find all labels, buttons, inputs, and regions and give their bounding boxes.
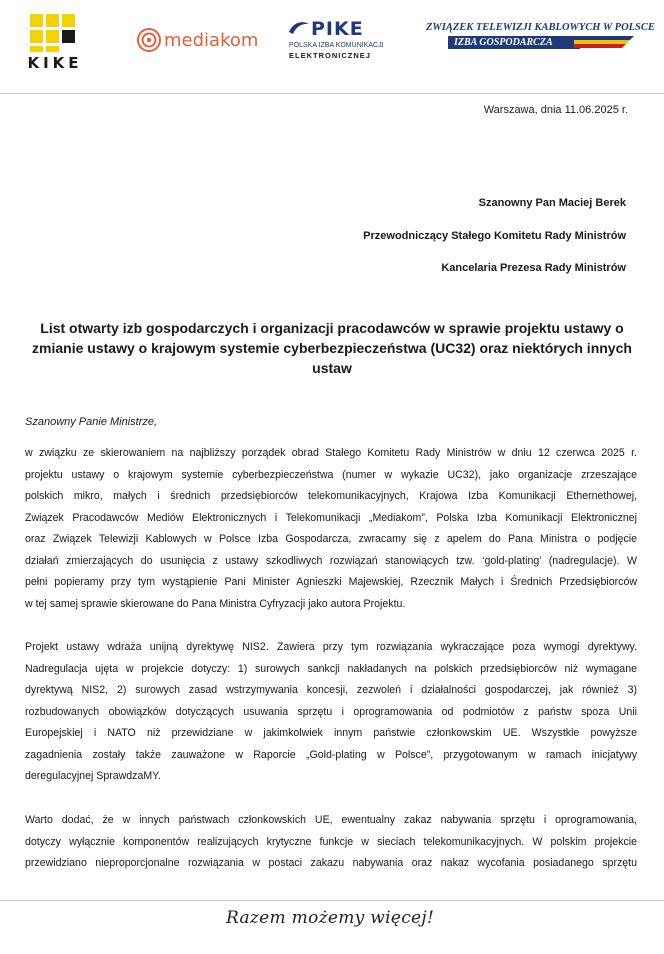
kike-logo-text: KIKE [27, 54, 83, 72]
ztk-flag-stripes-icon [574, 36, 634, 50]
text-line: projektu ustawy o krajowym systemie cyberbezpieczeństwa (numer w wykazie UC32), jako organizacje zrzeszające [25, 468, 637, 481]
text-line: w tej samej sprawie skierowane do Pana Ministra Cyfryzacji jako autora Projektu. [25, 597, 406, 610]
letter-title [30, 318, 634, 378]
ztk-subtitle: IZBA GOSPODARCZA [454, 37, 553, 48]
footer-divider [0, 900, 664, 901]
kike-logo [24, 14, 88, 70]
paragraph-1 [25, 443, 637, 615]
ztk-logo-text: ZWIĄZEK TELEWIZJI KABLOWYCH W POLSCE [426, 22, 655, 33]
kike-mark-icon [24, 14, 86, 54]
text-line: przewidziano nieproporcjonalne rozwiązania w postaci zakazu nabywania oraz nakaz wycofania posiadanego sprzętu [25, 857, 637, 869]
text-line: w związku ze skierowaniem na najbliższy porządek obrad Stałego Komitetu Rady Ministrów w dniu 12 czerwca 2025 r. [25, 447, 637, 459]
mediakom-logo-text: mediakom [164, 30, 259, 51]
text-line: działań zmierzających do usunięcia z ustawy szkodliwych rozwiązań stanowiących tzw. ‘gold-plating’ (nadregulacje). W [25, 554, 637, 567]
recipient-position: Przewodniczący Stałego Komitetu Rady Ministrów [363, 230, 626, 242]
title-line: List otwarty izb gospodarczych i organizacji pracodawców w sprawie projektu ustawy o [40, 320, 624, 336]
recipient-office: Kancelaria Prezesa Rady Ministrów [441, 262, 626, 274]
text-line: dyrektywą NIS2, 2) surowych zasad wstrzymywania koncesji, zezwoleń i działalności gospodarczej, jak również 3) [25, 684, 637, 696]
pike-logo-text: PIKE [311, 18, 364, 40]
mediakom-logo [134, 24, 274, 58]
title-line: ustaw [312, 360, 352, 376]
pike-subtitle-2: ELEKTRONICZNEJ [289, 51, 371, 60]
salutation: Szanowny Panie Ministrze, [25, 416, 158, 428]
letterhead [0, 0, 664, 96]
ztk-logo [424, 22, 655, 62]
text-line: polskich mikro, małych i średnich przedsiębiorców telekomunikacyjnych, Krajowa Izba Komunikacji Ethernethowej, [25, 490, 637, 502]
text-line: zagadnienia zostały także zauważone w Raporcie „Gold-plating w Polsce”, przygotowanym w ramach inicjatywy [25, 748, 637, 761]
text-line: dotyczy wyłącznie komponentów realizujących krytyczne funkcje w sieciach telekomunikacyjnych. W polskim projekcie [25, 835, 637, 848]
text-line: Nadregulacja ujęta w projekcie dotyczy: 1) surowych sankcji nakładanych na polskich przedsiębiorców niż wymagane [25, 662, 637, 675]
footer-slogan: Razem możemy więcej! [226, 908, 435, 928]
mediakom-swirl-icon [136, 27, 162, 53]
pike-logo [287, 18, 387, 68]
text-line: Warto dodać, że w innych państwach członkowskich UE, ewentualny zakaz nabywania sprzętu i oprogramowania, [25, 814, 637, 826]
text-line: Europejskiej i NATO niż przewidziane w jakimkolwiek innym państwie członkowskim UE. Wszystkie powyższe [25, 727, 637, 739]
recipient-name: Szanowny Pan Maciej Berek [478, 197, 626, 209]
text-line: rozbudowanych obowiązków dotyczących usuwania sprzętu i oprogramowania od podmiotów z państw spoza Unii [25, 705, 637, 718]
text-line: Związek Pracodawców Mediów Elektronicznych i Telekomunikacji „Mediakom”, Polska Izba Komunikacji Elektronicznej [25, 511, 637, 524]
text-line: oraz Związek Telewizji Kablowych w Polsce Izba Gospodarcza, zwracamy się z apelem do Pana Ministra o podjęcie [25, 533, 637, 545]
letter-date: Warszawa, dnia 11.06.2025 r. [483, 104, 628, 116]
pike-swoosh-icon [287, 18, 311, 40]
pike-subtitle-1: POLSKA IZBA KOMUNIKACJI [289, 42, 384, 49]
header-divider [0, 93, 664, 94]
paragraph-2 [25, 637, 637, 788]
text-line: Projekt ustawy wdraża unijną dyrektywę NIS2. Zawiera przy tym rozwiązania wykraczające poza wymogi dyrektywy. [25, 641, 637, 653]
title-line: zmianie ustawy o krajowym systemie cyberbezpieczeństwa (UC32) oraz niektórych innych [32, 340, 632, 356]
paragraph-3 [25, 810, 637, 875]
text-line: deregulacyjnej SprawdzaMY. [25, 770, 161, 782]
text-line: pełni popieramy przy tym wystąpienie Pani Minister Agnieszki Majewskiej, Rzecznik Małych i Średnich Przedsiębiorców [25, 576, 637, 588]
